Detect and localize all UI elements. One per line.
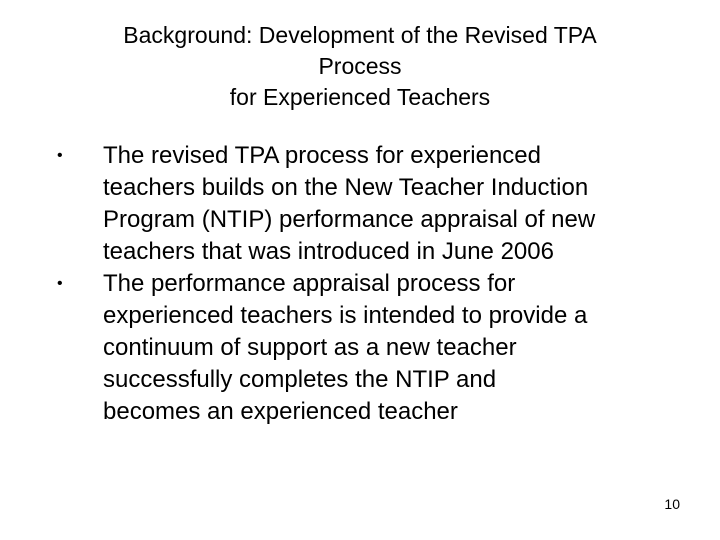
slide-title-line: Background: Development of the Revised TPA <box>123 22 597 48</box>
bullet-text-line: The revised TPA process for experienced <box>103 142 541 169</box>
bullet-text-line: teachers builds on the New Teacher Induction <box>103 174 589 201</box>
slide-title <box>60 20 660 113</box>
bullet-dot-icon: • <box>57 275 63 292</box>
slide-title-line: Process <box>318 53 402 79</box>
bullet-text-line: successfully completes the NTIP and <box>103 366 497 393</box>
bullet-item <box>0 140 720 268</box>
bullet-text-line: Program (NTIP) performance appraisal of new <box>103 206 596 233</box>
slide-title-line: for Experienced Teachers <box>229 84 491 110</box>
bullet-text-line: experienced teachers is intended to provide a <box>103 302 588 329</box>
bullet-item <box>0 268 720 428</box>
bullet-text-line: continuum of support as a new teacher <box>103 334 517 361</box>
bullet-text-line: The performance appraisal process for <box>103 270 516 297</box>
bullet-dot-icon: • <box>57 147 63 164</box>
bullet-text-line: teachers that was introduced in June 2006 <box>103 238 554 265</box>
bullet-list <box>0 140 720 428</box>
bullet-text-line: becomes an experienced teacher <box>103 398 458 425</box>
page-number: 10 <box>664 496 680 512</box>
